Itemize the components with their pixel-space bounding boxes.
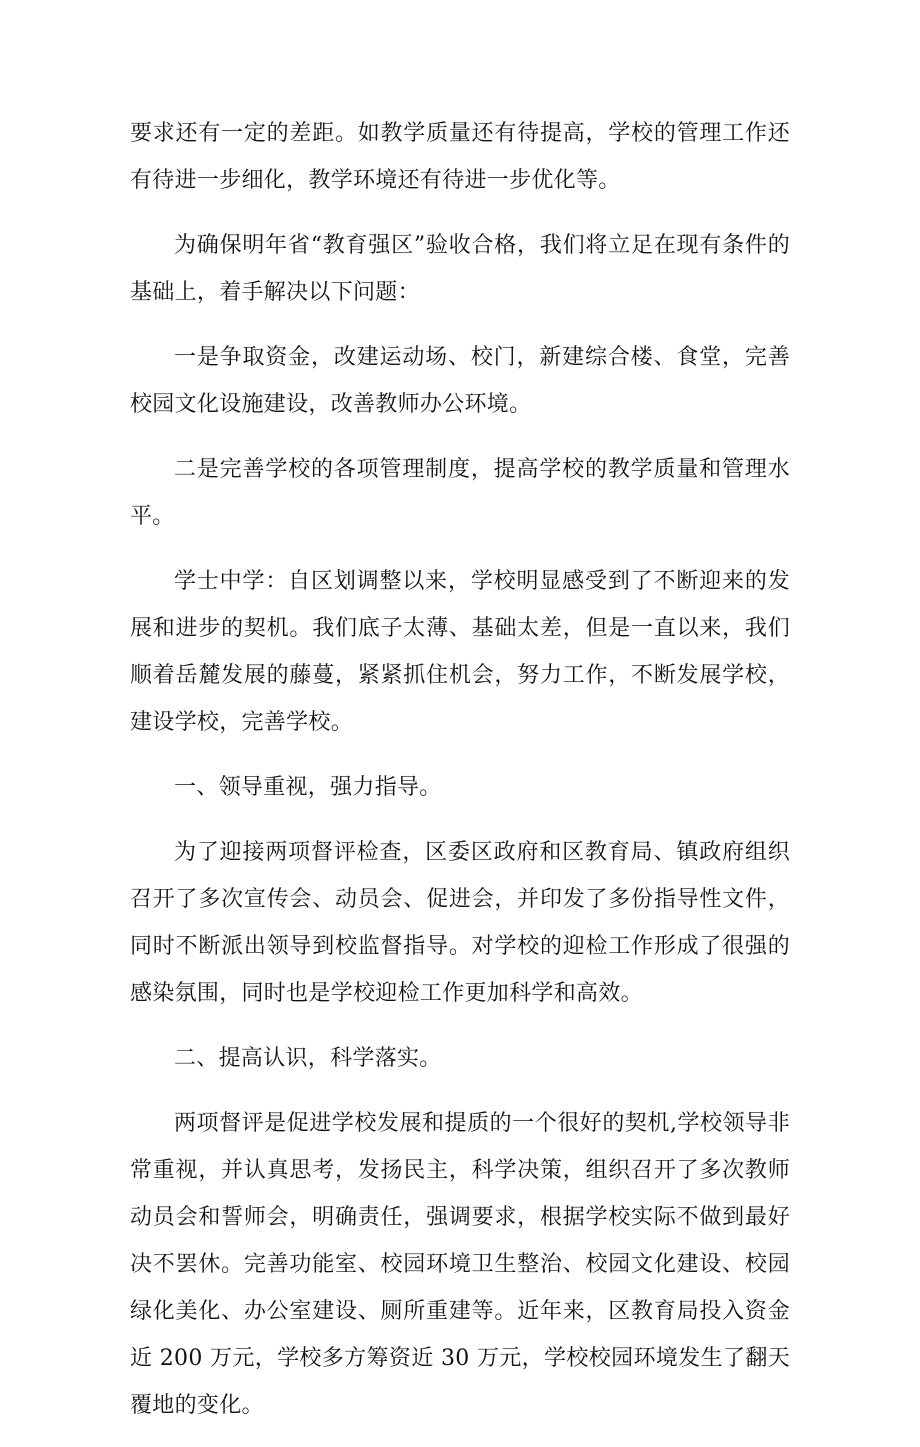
paragraph-1: 要求还有一定的差距。如教学质量还有待提高，学校的管理工作还有待进一步细化，教学环境还有待进一步优化等。 bbox=[130, 121, 790, 193]
document-body bbox=[130, 110, 790, 1447]
paragraph-3: 一是争取资金，改建运动场、校门，新建综合楼、食堂，完善校园文化设施建设，改善教师办公环境。 bbox=[130, 345, 790, 417]
section-heading-1: 一、领导重视，强力指导。 bbox=[174, 775, 442, 800]
section-heading-2: 二、提高认识，科学落实。 bbox=[174, 1046, 442, 1071]
paragraph-7: 两项督评是促进学校发展和提质的一个很好的契机,学校领导非常重视，并认真思考，发扬民主，科学决策，组织召开了多次教师动员会和誓师会，明确责任，强调要求，根据学校实际不做到最好决不罢休。完善功能室、校园环境卫生整治、校园文化建设、校园绿化美化、办公室建设、厕所重建等。近年来，区教育局投入资金近 200 万元，学校多方筹资近 30 万元，学校校园环境发生了翻天覆地的变化。 bbox=[130, 1111, 790, 1418]
paragraph-4: 二是完善学校的各项管理制度，提高学校的教学质量和管理水平。 bbox=[130, 457, 790, 529]
paragraph-2: 为确保明年省“教育强区”验收合格，我们将立足在现有条件的基础上，着手解决以下问题： bbox=[130, 233, 790, 305]
paragraph-6: 为了迎接两项督评检查，区委区政府和区教育局、镇政府组织召开了多次宣传会、动员会、促进会，并印发了多份指导性文件，同时不断派出领导到校监督指导。对学校的迎检工作形成了很强的感染氛围，同时也是学校迎检工作更加科学和高效。 bbox=[130, 840, 790, 1006]
paragraph-5: 学士中学：自区划调整以来，学校明显感受到了不断迎来的发展和进步的契机。我们底子太薄、基础太差，但是一直以来，我们顺着岳麓发展的藤蔓，紧紧抓住机会，努力工作，不断发展学校，建设学校，完善学校。 bbox=[130, 569, 790, 735]
